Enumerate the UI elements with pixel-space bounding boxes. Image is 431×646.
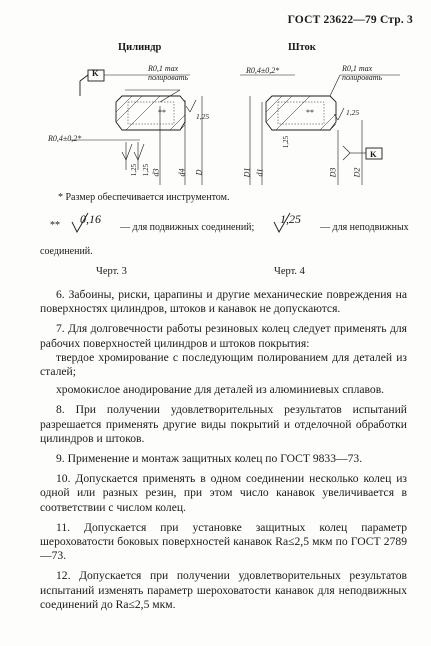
legend-text-1: — для подвижных соединений; (120, 222, 255, 233)
figure-title-rod: Шток (288, 42, 316, 53)
label-roughness-left: 1,25 (196, 112, 210, 121)
paragraph-7: 7. Для долговечности работы резиновых колец следует применять для рабочих поверхностей цилиндров и штоков покрытия: (40, 322, 407, 350)
legend-text-2: — для неподвижных (320, 222, 409, 233)
paragraph-11: 11. Допускается при установке защитных колец параметр шероховатости боковых поверхностей канавок Ra≤2,5 мкм по ГОСТ 2789—73. (40, 520, 407, 563)
label-v1-left: 1,25 (130, 163, 139, 177)
legend-continuation: соединений. (40, 246, 93, 257)
label-roughness-right: 1,25 (346, 108, 360, 117)
roughness-legend (50, 212, 410, 234)
label-r-tol-left: R0,4±0,2* (48, 134, 82, 143)
caption-fig-4: Черт. 4 (274, 266, 305, 277)
label-D2: D2 (352, 167, 362, 178)
paragraph-10: 10. Допускается применять в одном соединении несколько колец из одной или разных резин, при этом число канавок увеличивается в соответствии с числом колец. (40, 472, 407, 514)
paragraph-9: 9. Применение и монтаж защитных колец по ГОСТ 9833—73. (56, 452, 363, 466)
legend-value-1: 0,16 (80, 212, 101, 226)
paragraph-12: 12. Допускается при получении удовлетворительных результатов испытаний изменять параметр шероховатости канавок для неподвижных соединений до Ra≤2,5 мкм. (40, 569, 407, 611)
label-d3: d3 (151, 168, 161, 177)
label-r-max-right: R0,1 max (342, 64, 373, 73)
caption-fig-3: Черт. 3 (96, 266, 127, 277)
label-D3: D3 (328, 167, 338, 178)
label-D: D (194, 169, 204, 176)
footnote-star: * Размер обеспечивается инструментом. (58, 192, 230, 203)
label-v2-left: 1,25 (142, 163, 151, 177)
paragraph-6: 6. Забоины, риски, царапины и другие механические повреждения на поверхностях цилиндров, штоков и канавок не допускаются. (40, 288, 407, 316)
label-r-max-left: R0,1 max (148, 64, 179, 73)
figure-title-cylinder: Цилиндр (118, 42, 162, 53)
label-k-right: K (370, 149, 377, 159)
label-D1: D1 (242, 167, 252, 178)
label-stars-left: ** (158, 108, 166, 117)
paragraph-8: 8. При получении удовлетворительных результатов испытаний разрешается применять другие виды покрытий и отделочной обработки цилиндров и штоков. (40, 403, 407, 445)
paragraph-7-item-2: хромокислое анодирование для деталей из алюминиевых сплавов. (56, 383, 385, 397)
paragraph-7-item-1: твердое хромирование с последующим полированием для деталей из сталей; (40, 350, 407, 379)
label-stars-right: ** (306, 108, 314, 117)
body-text (40, 288, 407, 612)
label-polish-right: полировать (342, 73, 383, 82)
label-r-tol-right: R0,4±0,2* (246, 66, 280, 75)
label-v1-right: 1,25 (282, 135, 291, 149)
label-d4: d4 (177, 168, 187, 177)
label-polish-left: полировать (148, 73, 189, 82)
legend-value-2: 1,25 (280, 212, 301, 226)
label-d1: d1 (255, 168, 265, 177)
page-header: ГОСТ 23622—79 Стр. 3 (287, 14, 413, 26)
label-k-left: K (92, 68, 99, 78)
legend-double-star: ** (50, 220, 60, 231)
